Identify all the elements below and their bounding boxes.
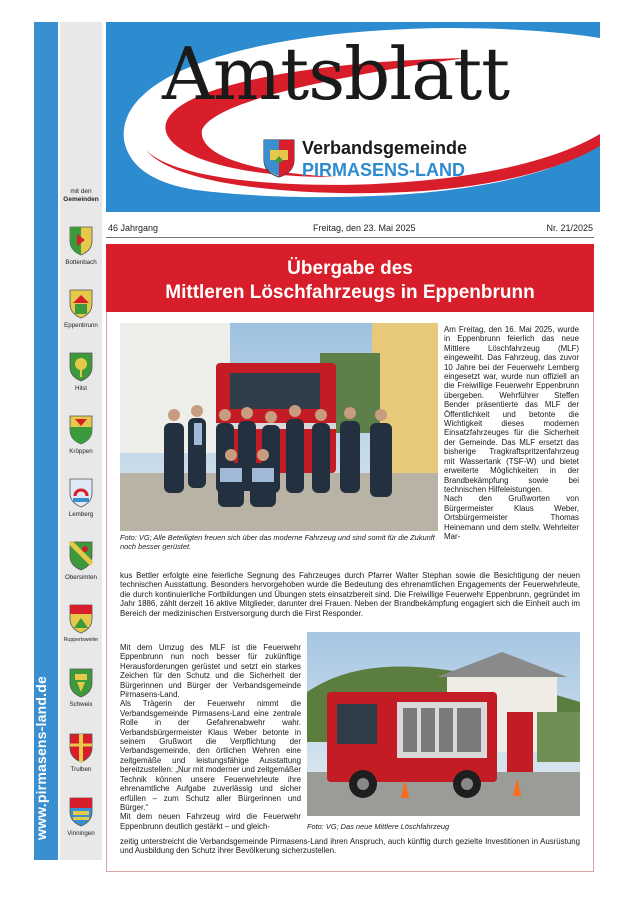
crest-icon: [69, 478, 93, 508]
issue-number: Nr. 21/2025: [546, 223, 593, 233]
group-photo-caption: Foto: VG; Alle Beteiligten freuen sich über das moderne Fahrzeug und sind somit für die Zukunft noch besser gerüstet.: [120, 533, 435, 551]
header-divider: [106, 237, 594, 238]
masthead-subtitle-2: PIRMASENS-LAND: [302, 160, 466, 180]
article-paragraph: Mit dem Umzug des MLF ist die Feuerwehr Eppenbrunn nun noch besser für zukünftige Herausforderungen gerüstet und setzt ein starkes Zeichen für den Schutz und die Sicherheit der Bürgerinnen und Bürger der Verbandsgemeinde Pirmasens-Land.: [120, 643, 301, 700]
group-photo: [120, 323, 438, 531]
fire-truck-photo-caption: Foto: VG; Das neue Mittlere Löschfahrzeug: [307, 822, 450, 831]
crest-icon: [69, 415, 93, 445]
crest-icon: [69, 352, 93, 382]
issue-header: [106, 221, 593, 235]
crest-icon: [69, 604, 93, 634]
crest-icon: [69, 797, 93, 827]
article-title-line-1: Übergabe des: [287, 258, 413, 279]
crest-icon: [69, 733, 93, 763]
masthead-title: Amtsblatt: [162, 32, 510, 116]
article-text-fullwidth-1: [120, 571, 580, 618]
crest-icon: [69, 541, 93, 571]
website-url[interactable]: www.pirmasens-land.de: [33, 676, 49, 840]
municipality-obersimten: Obersimten: [60, 541, 102, 581]
municipality-bottenbach: Bottenbach: [60, 226, 102, 266]
article-text-left-column: [120, 643, 301, 831]
crest-icon: [69, 668, 93, 698]
municipality-kroeppen: Kröppen: [60, 415, 102, 455]
issue-date: Freitag, den 23. Mai 2025: [313, 223, 416, 233]
article-paragraph: Als Trägerin der Feuerwehr nimmt die Verbandsgemeinde Pirmasens-Land eine zentrale Rolle in der Gefahrenabwehr wahr. Verbandsbürgermeister Klaus Weber betonte in seinem Grußwort die Verpflichtung der Verbandsgemeinde, den örtlichen Wehren eine zeitgemäße und leistungsfähige Ausstattung bereitzustellen: „Nur mit moderner und zeitgemäßer Technik können unsere Feuerwehrleute ihre ehrenamtliche Aufgabe zuverlässig und sicher erfüllen – zum Schutz aller Bürgerinnen und Bürger.“: [120, 699, 301, 812]
masthead-crest-icon: [262, 138, 296, 183]
article-title-line-2: Mittleren Löschfahrzeugs in Eppenbrunn: [165, 282, 535, 303]
article-paragraph: kus Bettler erfolgte eine feierliche Segnung des Fahrzeuges durch Pfarrer Walter Stephan sowie die Besichtigung der neuen technischen Ausstattung. Besonders hervorgehoben wurde die Bedeutung des ehrenamtlichen Engagements der Feuerwehrleute, die durch kontinuierliche Fortbildungen und Übungen stets einsatzbereit sind. Die Freiwillige Feuerwehr Eppenbrunn, gegründet im Jahr 1886, zählt derzeit 16 aktive Mitglieder, darunter drei Frauen. Neben der Brandbekämpfung engagiert sich die Einheit auch im Bereich der medizinischen Erstversorgung durch die First Responder.: [120, 571, 580, 618]
masthead-subtitle-1: Verbandsgemeinde: [302, 138, 468, 158]
crest-icon: [69, 226, 93, 256]
article-text-fullwidth-2: [120, 837, 580, 856]
municipality-lemberg: Lemberg: [60, 478, 102, 518]
fire-truck-photo: [307, 632, 580, 816]
municipality-vinningen: Vinningen: [60, 797, 102, 837]
municipality-hilst: Hilst: [60, 352, 102, 392]
article-paragraph: Am Freitag, den 16. Mai 2025, wurde in Eppenbrunn feierlich das neue Mittlere Löschfahrzeug (MLF) eingeweiht. Das Fahrzeug, das zuvor 10 Jahre bei der Feuerwehr Lemberg eingesetzt war, wurde nun offiziell an die Freiwillige Feuerwehr Eppenbrunn übergeben. Wehrführer Steffen Bender präsentierte das MLF der Öffentlichkeit und betonte die Wichtigkeit dieses modernen Einsatzfahrzeuges für die Sicherheit der Gemeinde. Das MLF ersetzt das bisherige Tragkraftspritzenfahrzeug mit Wassertank (TSF-W) und bietet erweiterte Möglichkeiten in der Brandbekämpfung sowie bei technischen Hilfeleistungen.: [444, 325, 579, 494]
issue-volume: 46 Jahrgang: [108, 223, 159, 233]
masthead: [106, 22, 600, 212]
article-title-banner: [106, 244, 594, 312]
article-paragraph: Nach den Grußworten von Bürgermeister Klaus Weber, Ortsbürgermeister Thomas Heinemann und dem stellv. Wehrleiter Mar-: [444, 494, 579, 541]
municipality-trulben: Trulben: [60, 733, 102, 773]
article-paragraph: Mit dem neuen Fahrzeug wird die Feuerwehr Eppenbrunn deutlich gestärkt – und gleich-: [120, 812, 301, 831]
municipality-eppenbrunn: Eppenbrunn: [60, 289, 102, 329]
article-text-right-column: [444, 325, 579, 541]
municipality-schweix: Schweix: [60, 668, 102, 708]
article-paragraph: zeitig unterstreicht die Verbandsgemeinde Pirmasens-Land ihren Anspruch, auch künftig durch gezielte Investitionen in Ausrüstung und Ausbildung den Schutz ihrer Bevölkerung sicherzustellen.: [120, 837, 580, 856]
crest-icon: [69, 289, 93, 319]
sidebar-heading: mit den Gemeinden: [63, 188, 99, 203]
municipality-ruppertsweiler: Ruppertsweiler: [60, 604, 102, 643]
